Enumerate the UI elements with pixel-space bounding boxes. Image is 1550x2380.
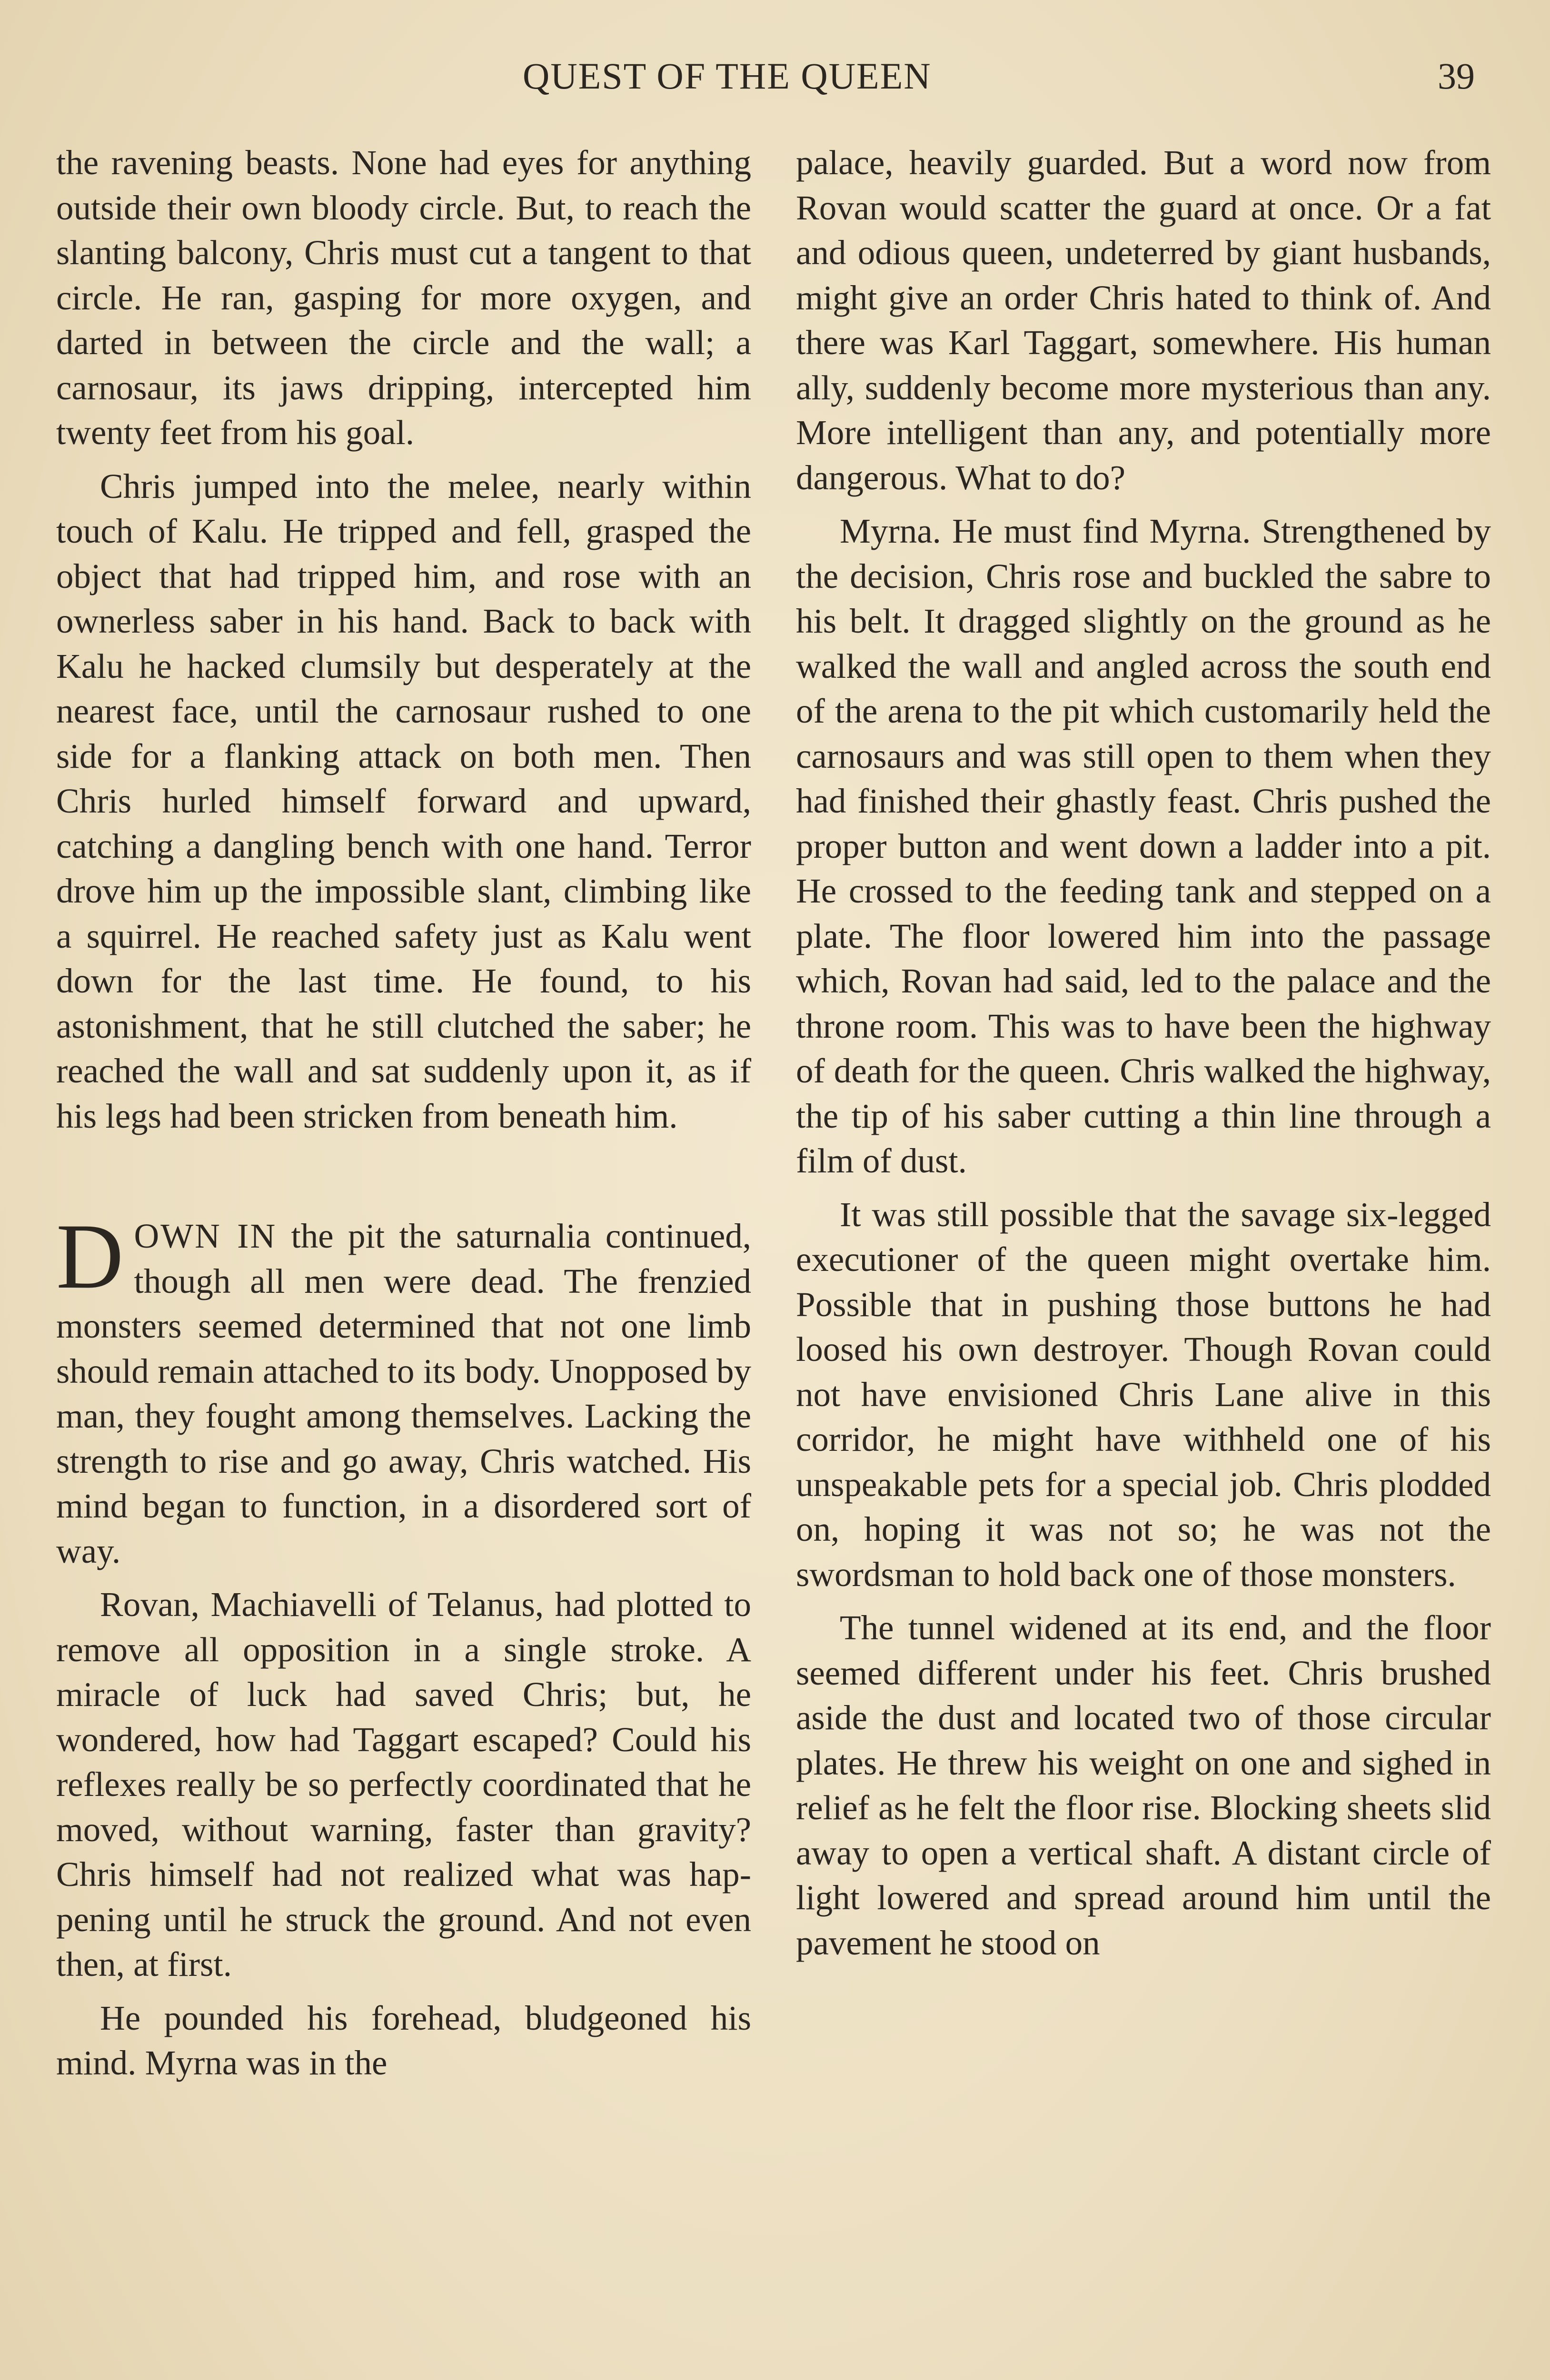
- paragraph: Rovan, Machiavelli of Telanus, had plotted to remove all opposition in a single stroke. A miracle of luck had saved Chris; but, he wondered, how had Taggart escaped? Could his reflexes really be so perfectly coordinated that he moved, without warning, faster than gravity? Chris himself had not realized what was happening until he struck the ground. And not even then, at first.: [56, 1585, 751, 1983]
- section-break: [56, 1147, 751, 1214]
- small-caps-lead: OWN IN: [134, 1217, 277, 1255]
- paragraph: He pounded his forehead, bludgeoned his mind. Myrna was in the: [56, 1998, 751, 2082]
- paragraph-text: the pit the saturnalia continued, though all men were dead. The frenzied monsters seemed determined that not one limb should remain attached to its body. Unopposed by man, they fought among themselves. Lacking the strength to rise and go away, Chris watched. His mind began to function, in a disordered sort of way.: [56, 1217, 752, 1570]
- paragraph: The tunnel widened at its end, and the floor seemed different under his feet. Chris brushed aside the dust and located two of those circular plates. He threw his weight on one and sighed in relief as he felt the floor rise. Blocking sheets slid away to open a vertical shaft. A distant circle of light lowered and spread around him until the pavement he stood on: [796, 1608, 1491, 1962]
- paragraph: the ravening beasts. None had eyes for anything outside their own bloody circle. But, to reach the slanting balcony, Chris must cut a tangent to that circle. He ran, gasping for more oxygen, and darted in between the circle and the wall; a carnosaur, its jaws dripping, intercepted him twenty feet from his goal.: [56, 143, 751, 452]
- section-opening-paragraph: [56, 1205, 752, 1574]
- page-number: 39: [1438, 55, 1475, 97]
- paragraph: Myrna. He must find Myrna. Strengthened by the decision, Chris rose and buckled the sabre to his belt. It dragged slightly on the ground as he walked the wall and angled across the south end of the arena to the pit which customarily held the carnosaurs and was still open to them when they had finished their ghastly feast. Chris pushed the proper button and went down a ladder into a pit. He crossed to the feeding tank and stepped on a plate. The floor lowered him into the passage which, Rovan had said, led to the palace and the throne room. This was to have been the highway of death for the queen. Chris walked the highway, the tip of his saber cutting a thin line through a film of dust.: [796, 512, 1491, 1180]
- right-column: [796, 140, 1491, 1974]
- left-column: [56, 140, 751, 2094]
- paragraph: Chris jumped into the melee, nearly within touch of Kalu. He tripped and fell, grasped the object that had tripped him, and rose with an ownerless saber in his hand. Back to back with Kalu he hacked clumsily but desperately at the nearest face, until the carnosaur rushed to one side for a flanking attack on both men. Then Chris hurled himself forward and upward, catching a dangling bench with one hand. Terror drove him up the impossible slant, climbing like a squirrel. He reached safety just as Kalu went down for the last time. He found, to his astonishment, that he still clutched the saber; he reached the wall and sat suddenly upon it, as if his legs had been stricken from beneath him.: [56, 466, 751, 1135]
- drop-cap: D: [56, 1205, 124, 1308]
- paragraph: It was still possible that the savage six-legged executioner of the queen might overtake him. Possible that in pushing those buttons he had loosed his own destroyer. Though Rovan could not have envisioned Chris Lane alive in this corridor, he might have withheld one of his unspeakable pets for a special job. Chris plodded on, hoping it was not so; he was not the swordsman to hold back one of those monsters.: [796, 1195, 1491, 1594]
- running-head: [0, 50, 1550, 102]
- running-title: QUEST OF THE QUEEN: [523, 55, 932, 97]
- paragraph: palace, heavily guarded. But a word now from Rovan would scatter the guard at once. Or a fat and odious queen, undeterred by giant husbands, might give an order Chris hated to think of. And there was Karl Taggart, somewhere. His human ally, suddenly become more mysterious than any. More intelligent than any, and potentially more dangerous. What to do?: [796, 143, 1491, 497]
